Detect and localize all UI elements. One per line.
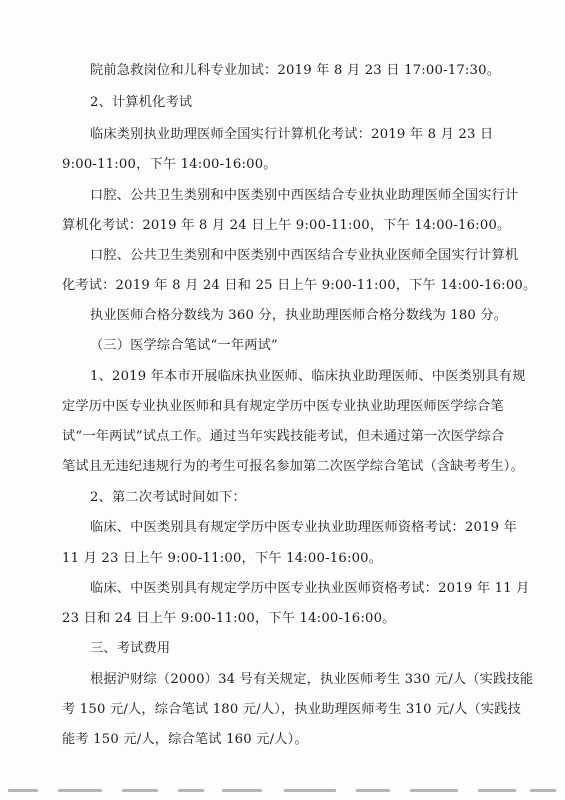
scan-artifact — [8, 789, 38, 792]
text-line: 笔试且无违纪违规行为的考生可报名参加第二次医学综合笔试（含缺考考生）。 — [62, 459, 524, 474]
text-line: 算机化考试：2019 年 8 月 24 日上午 9:00-11:00，下午 14:00-16:00。 — [62, 218, 511, 233]
text-line: 11 月 23 日上午 9:00-11:00，下午 14:00-16:00。 — [62, 551, 383, 566]
scan-artifact — [284, 789, 336, 792]
section-heading: （三）医学综合笔试“一年两试” — [90, 338, 278, 353]
text-line: 1、2019 年本市开展临床执业医师、临床执业助理医师、中医类别具有规 — [90, 369, 526, 384]
text-line: 口腔、公共卫生类别和中医类别中西医结合专业执业医师全国实行计算机 — [90, 248, 519, 263]
section-heading: 三、考试费用 — [90, 641, 171, 656]
text-line: 口腔、公共卫生类别和中医类别中西医结合专业执业助理医师全国实行计 — [90, 188, 519, 203]
text-line: 临床、中医类别具有规定学历中医专业执业医师资格考试：2019 年 11 月 — [90, 581, 530, 596]
scan-artifact — [530, 789, 556, 792]
text-line: 院前急救岗位和儿科专业加试：2019 年 8 月 23 日 17:00-17:30。 — [90, 63, 501, 78]
text-line: 试“一年两试”试点工作。通过当年实践技能考试，但未通过第一次医学综合 — [62, 429, 505, 444]
scan-artifact — [478, 789, 516, 792]
text-line: 考 150 元/人，综合笔试 180 元/人），执业助理医师考生 310 元/人（实践技 — [62, 702, 522, 717]
scan-artifact — [356, 789, 390, 792]
text-line: 9:00-11:00，下午 14:00-16:00。 — [62, 157, 277, 172]
text-line: 化考试：2019 年 8 月 24 日和 25 日上午 9:00-11:00，下午 14:00-16:00。 — [62, 278, 537, 293]
scan-artifact — [410, 789, 458, 792]
scan-artifact — [178, 789, 204, 792]
text-line: 定学历中医专业执业医师和具有规定学历中医专业执业助理医师医学综合笔 — [62, 399, 504, 414]
scan-artifact — [58, 789, 102, 792]
scan-artifact — [222, 789, 262, 792]
section-heading: 2、第二次考试时间如下： — [90, 490, 246, 505]
text-line: 临床类别执业助理医师全国实行计算机化考试：2019 年 8 月 23 日 — [90, 127, 494, 142]
text-line: 临床、中医类别具有规定学历中医专业执业助理医师资格考试：2019 年 — [90, 520, 517, 535]
scan-artifact-strip — [0, 786, 565, 796]
text-line: 23 日和 24 日上午 9:00-11:00，下午 14:00-16:00。 — [62, 611, 396, 626]
text-line: 能考 150 元/人，综合笔试 160 元/人）。 — [62, 732, 308, 747]
text-line: 根据沪财综（2000）34 号有关规定，执业医师考生 330 元/人（实践技能 — [90, 672, 534, 687]
scan-artifact — [122, 789, 158, 792]
text-line: 执业医师合格分数线为 360 分，执业助理医师合格分数线为 180 分。 — [90, 308, 508, 323]
section-heading: 2、计算机化考试 — [90, 95, 193, 110]
